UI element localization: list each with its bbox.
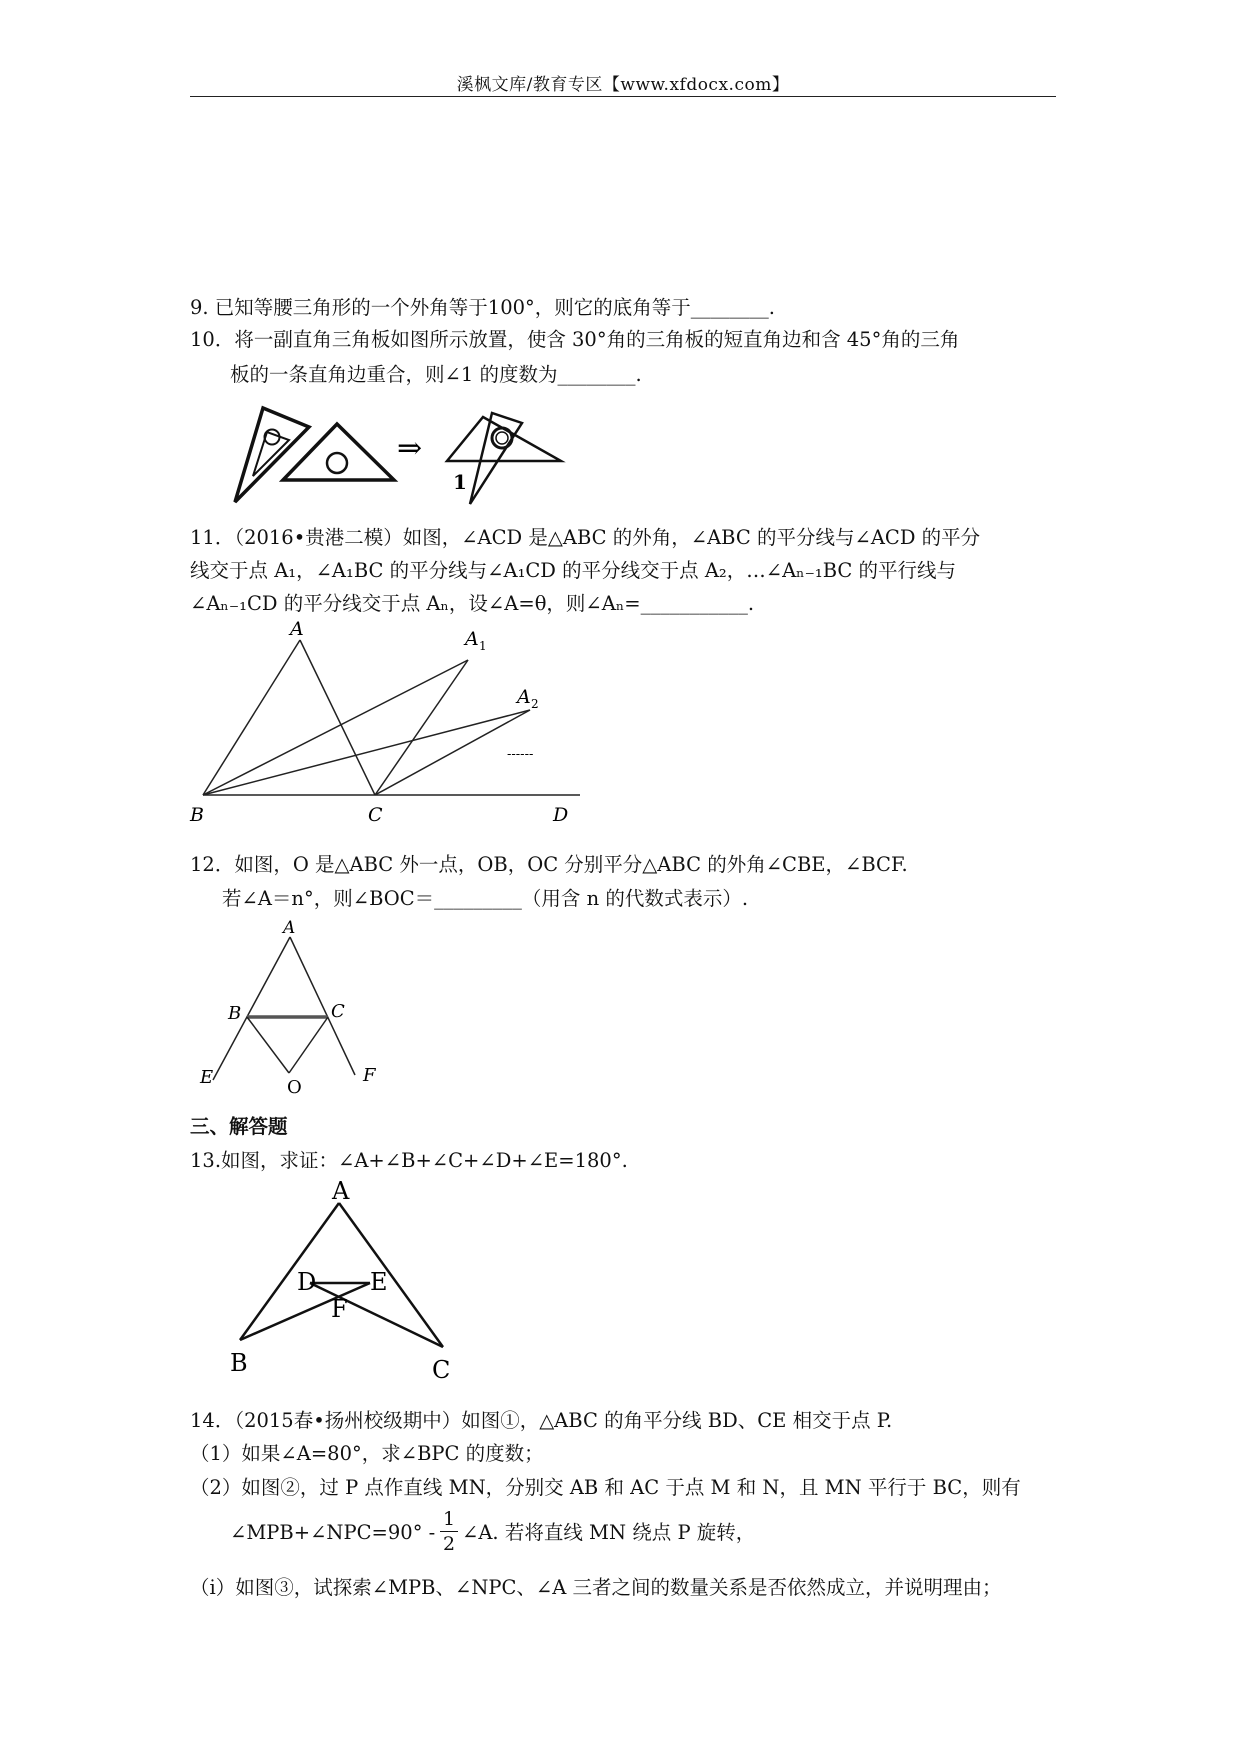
- q11-geometry-figure: [185, 615, 605, 825]
- q13-geometry-figure: [215, 1175, 465, 1385]
- q11-label-A1-sub: 1: [479, 639, 487, 653]
- q12-geometry-figure: [195, 915, 395, 1100]
- question-11-line-1: 11．（2016•贵港二模）如图，∠ACD 是△ABC 的外角，∠ABC 的平分线与∠ACD 的平分: [190, 526, 981, 549]
- q11-label-B: B: [190, 804, 204, 825]
- q13-label-E: E: [370, 1268, 388, 1296]
- q12-label-C: C: [331, 1001, 345, 1022]
- question-14-formula-right: ∠A. 若将直线 MN 绕点 P 旋转，: [462, 1521, 756, 1544]
- question-10-line-1: 10．将一副直角三角板如图所示放置，使含 30°角的三角板的短直角边和含 45°角的三角: [190, 328, 960, 351]
- question-11-line-3: ∠Aₙ₋₁CD 的平分线交于点 Aₙ，设∠A=θ，则∠Aₙ=___________.: [190, 592, 755, 615]
- q11-label-A2: A: [517, 686, 531, 708]
- q12-label-A: A: [283, 918, 296, 938]
- q13-label-A: A: [332, 1177, 350, 1205]
- q13-label-B: B: [230, 1349, 248, 1377]
- q11-continuation-dots: ------: [507, 747, 534, 762]
- q13-label-C: C: [432, 1356, 451, 1384]
- q10-board-45-hole: [327, 453, 347, 473]
- question-14-line-3: （2）如图②，过 P 点作直线 MN，分别交 AB 和 AC 于点 M 和 N，且 MN 平行于 BC，则有: [190, 1476, 1021, 1499]
- q12-label-F: F: [363, 1065, 376, 1086]
- question-11-line-2: 线交于点 A₁，∠A₁BC 的平分线与∠A₁CD 的平分线交于点 A₂，…∠Aₙ₋₁BC 的平行线与: [190, 559, 957, 582]
- fraction-one-half: [440, 1508, 458, 1555]
- q12-label-O: O: [287, 1077, 302, 1098]
- page-header: 溪枫文库/教育专区【www.xfdocx.com】: [456, 75, 790, 95]
- q11-label-C: C: [368, 804, 383, 825]
- question-14-line-5: （ⅰ）如图③，试探索∠MPB、∠NPC、∠A 三者之间的数量关系是否依然成立，并说明理由；: [190, 1576, 1002, 1599]
- q10-board-30: [235, 408, 309, 502]
- q12-label-E: E: [200, 1067, 214, 1088]
- question-14-line-2: （1）如果∠A=80°，求∠BPC 的度数；: [190, 1442, 544, 1465]
- question-13: 13.如图，求证：∠A+∠B+∠C+∠D+∠E=180°.: [190, 1149, 628, 1172]
- question-14-formula-left: ∠MPB+∠NPC=90° -: [230, 1521, 436, 1544]
- fraction-numerator: 1: [442, 1508, 456, 1530]
- q10-arrow: ⇒: [397, 431, 423, 466]
- q11-label-A1: A: [465, 628, 479, 650]
- fraction-denominator: 2: [442, 1533, 456, 1555]
- q11-label-A2-sub: 2: [531, 697, 539, 711]
- question-14-line-1: 14．（2015春•扬州校级期中）如图①，△ABC 的角平分线 BD、CE 相交于点 P.: [190, 1409, 893, 1432]
- q10-combined-45: [447, 417, 561, 461]
- q10-angle-1-label: 1: [453, 470, 467, 494]
- q10-combined-30: [470, 413, 522, 504]
- q13-label-F: F: [331, 1295, 348, 1323]
- q12-label-B: B: [228, 1003, 242, 1024]
- q10-board-30-hole: [265, 430, 280, 445]
- question-12-line-1: 12．如图，O 是△ABC 外一点，OB，OC 分别平分△ABC 的外角∠CBE，∠BCF.: [190, 853, 908, 876]
- q13-label-D: D: [297, 1268, 317, 1296]
- q11-label-D: D: [553, 804, 569, 825]
- question-10-line-2: 板的一条直角边重合，则∠1 的度数为________.: [230, 363, 642, 386]
- question-12-line-2: 若∠A＝n°，则∠BOC＝_________（用含 n 的代数式表示）.: [222, 887, 749, 910]
- question-9: 9. 已知等腰三角形的一个外角等于100°，则它的底角等于________.: [190, 296, 775, 319]
- q10-triangle-figure: [225, 400, 585, 510]
- header-divider: [190, 96, 1056, 97]
- section-3-heading: 三、解答题: [190, 1115, 288, 1138]
- q11-label-A: A: [290, 618, 304, 640]
- q10-combined-hole: [492, 428, 512, 448]
- fraction-bar: [440, 1531, 458, 1532]
